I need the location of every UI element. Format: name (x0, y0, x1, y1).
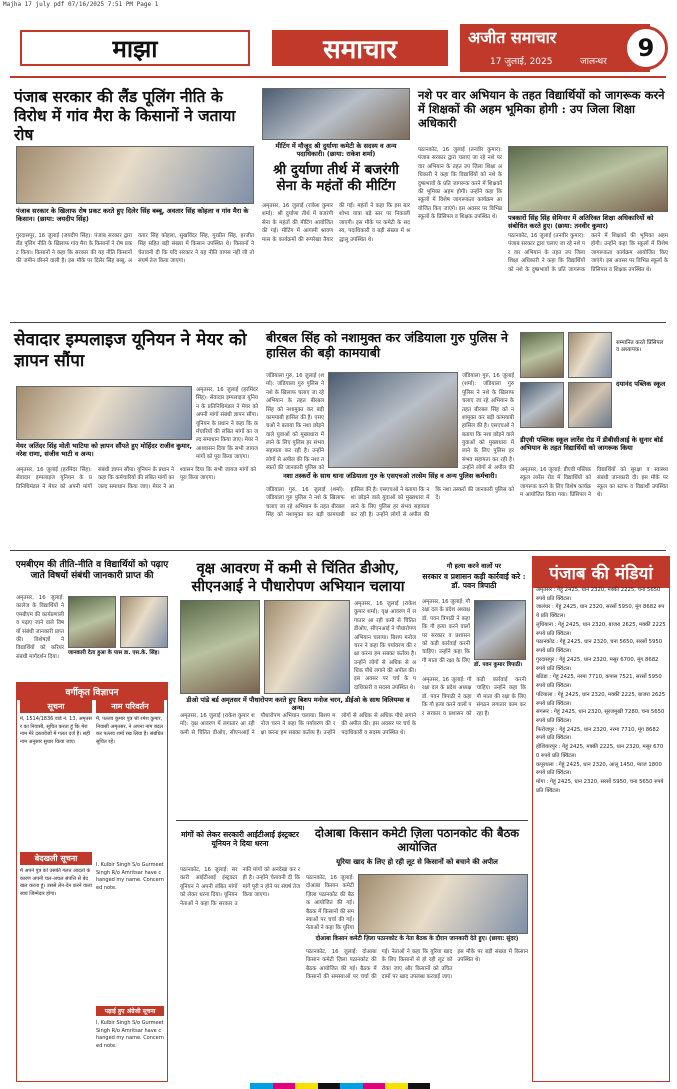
story-5-body-col2: जंडियाला गुरु, 16 जुलाई (शर्मा): जंडियाला गुरु पुलिस ने नशे के खिलाफ चलाए जा रहे अभियान के तहत बीरबल सिंह को नशामुक्त कर बड़ी कामयाबी हासिल की है। एसएचओ ने बताया कि नशा छोड़ने वाले युवाओं को मुख्यधारा में लाने के लिए पुलिस हर संभव सहायता कर रही है। उन्होंने लोगों से अपील की (462, 373, 514, 472)
story-3-body-col2: पठानकोट, 16 जुलाई (तनवीर कुमार): पंजाब सरकार द्वारा चलाए जा रहे नशे पर वार अभियान के तहत उप जिला शिक्षा अधिकारी ने कहा कि विद्यार्थियों को नशे के दुष्प्रभावों के प्रति जागरूक करने में शिक्षकों की भूमिका अहम होगी। उन्होंने कहा कि स्कूलों में विशेष जागरूकता कार्यक्रम आयोजित किए जाएंगे। इस अवसर पर विभिन्न स्कूलों के प्रिंसिपल व शिक्षक उपस्थित थे। (508, 233, 668, 273)
mandi-row: अमृतसर : गेहूं 2425, धान 2320, मक्की 2225, चना 5650 रुपये प्रति क्विंटल। (536, 587, 661, 602)
story-11-body-col2: पठानकोट, 16 जुलाई: दोआबा किसान कमेटी ज़िला पठानकोट की बैठक आयोजित की गई। बैठक में किसानों की समस्याओं पर चर्चा की गई। नेताओं ने कहा कि यूरिया खाद के लिए किसानों से हो रही लूट को रोका जाए और किसानों को उचित दामों पर खाद उपलब्ध करवाई जाए। इस मौके पर बड़ी संख्या में किसान उपस्थित थे। (306, 949, 528, 981)
ad-1-text: में, 1514/1836 वार्ड नं. 13, अमृतसर का निवासी, सूचित करता हूं कि मेरा नाम मेरे दस्तावेजों में गलत दर्ज है। सही नाम अनुसार सुधार किया जाए। (20, 716, 92, 745)
classifieds-title: वर्गीकृत विज्ञापन (17, 683, 167, 700)
registration-colorbar (250, 1083, 430, 1089)
mandi-row: पठानकोट : गेहूं 2425, धान 2320, चना 5650, सरसों 5950 रुपये प्रति क्विंटल। (536, 639, 663, 655)
story-3-photo (508, 146, 668, 212)
story-2-caption: मीटिंग में मौजूद श्री दुर्याणा कमेटी के सदस्य व अन्य पदाधिकारी। (छाया: राकेश शर्मा) (275, 142, 397, 159)
masthead-rule (10, 76, 666, 78)
mandi-row: फिरोजपुर : गेहूं 2425, धान 2320, नरमा 7710, मूंग 8682 रुपये प्रति क्विंटल। (536, 726, 660, 742)
story-4-caption: मेयर जतिंदर सिंह मोती भाटिया को ज्ञापन सौंपते हुए मोहिंदर राजीव कुमार, नरेश राणा, संजीव भाटी व अन्य। (16, 442, 192, 459)
story-5-caption: नशा तस्करों के साथ थाना जंडियाला गुरु के एसएचओ तरसेम सिंह व अन्य पुलिस कर्मचारी। (283, 472, 497, 480)
story-9-photo (474, 600, 526, 660)
story-9-caption: डॉ. पवन कुमार त्रिपाठी। (474, 662, 523, 668)
story-9-body-col2: अमृतसर, 16 जुलाई: गौ रक्षा दल के प्रदेश अध्यक्ष डॉ. पवन त्रिपाठी ने कहा कि गौ हत्या करने वालों पर सरकार व प्रशासन को कड़ी कार्रवाई करनी चाहिए। उन्होंने कहा कि गौ माता की रक्षा के लिए संगठन लगातार काम कर रहा है। (422, 677, 526, 717)
story-3-caption: पत्रकारों सिंह सिंह सेमिनार में अतिरिक्त शिक्षा अधिकारियों को संबोधित करते हुए। (छाया: तनवीर कुमार) (508, 214, 654, 231)
mandi-row: लुधियाना : गेहूं 2425, धान 2320, बाजरा 2625, मक्की 2225 रुपये प्रति क्विंटल। (536, 621, 666, 637)
story-1-caption: पंजाब सरकार के खिलाफ रोष प्रकट करते हुए दिलेर सिंह बब्बू, अवतार सिंह कोहला व गांव मैरा के किसान। (छाया: जयदीप सिंह) (16, 207, 249, 224)
story-4-photo (16, 386, 192, 440)
story-5-photo (328, 372, 458, 468)
masthead-paper-block (460, 24, 650, 72)
mandi-row: बठिंडा : गेहूं 2425, नरमा 7710, कपास 7521, सरसों 5950 रुपये प्रति क्विंटल। (536, 674, 662, 690)
story-7-headline: एमबीएम की तीति-नीति व विद्यार्थियों को पढ़ाए जाते विषयों संबंधी जानकारी प्राप्त की (15, 560, 169, 581)
ad-1-head: सूचना (20, 700, 92, 713)
story-8-body-col1: अमृतसर, 16 जुलाई (राकेश कुमार शर्मा): वृक्ष आवरण में लगातार आ रही कमी से चिंतित डीओए, सीएनआई ने पौधारोपण अभियान चलाया। बिशप मनोज चरन ने कहा कि पर्यावरण की रक्षा करना हम सबका कर्तव्य है। उन्होंने लोगों से अधिक से अधिक पौधे लगाने की अपील की। इस अवसर पर चर्च के पदाधिकारी व सदस्य उपस्थित थे। (354, 601, 416, 691)
mandi-list (536, 586, 666, 1078)
story-8-caption: डीओ पांडे बर्ड अमृतसर में पौधारोपण करते हुए बिशप मनोज चरन, डीईओ के साथ विलियम्स व अन्य। (186, 696, 410, 713)
story-11-photo (358, 874, 528, 934)
section-rule-3 (176, 820, 528, 821)
ad-2-head: नाम परिवर्तन (96, 700, 164, 713)
story-7-photo-2 (120, 596, 168, 648)
story-8-photo-1 (180, 600, 260, 694)
story-6-kicker: दयानंद पब्लिक स्कूल (616, 380, 666, 388)
story-5-headline: बीरबल सिंह को नशामुक्त कर जंडियाला गुरु पुलिस ने हासिल की बड़ी कामयाबी (266, 330, 508, 361)
story-7-body-col1: अमृतसर, 16 जुलाई: कालेज के विद्यार्थियों ने एमबीएम की कार्यप्रणाली व पढ़ाए जाने वाले विषयों संबंधी जानकारी प्राप्त की। विशेषज्ञों ने विद्यार्थियों को करियर संबंधी मार्गदर्शन दिया। (16, 595, 64, 660)
mandi-row: गुरदासपुर : गेहूं 2425, धान 2320, मसूर 6700, मूंग 8682 रुपये प्रति क्विंटल। (536, 656, 659, 672)
mandi-row: होशियारपुर : गेहूं 2425, मक्की 2225, धान 2320, मसूर 6700 रुपये प्रति क्विंटल। (536, 744, 664, 759)
masthead-logo-left: माझा (20, 30, 250, 66)
story-1-photo (16, 146, 254, 204)
story-7-photo-1 (68, 596, 116, 648)
print-line: Majha 17 july pdf 07/16/2025 7:51 PM Page 1 (3, 1, 159, 8)
ad-3-head: बेदखली सूचना (20, 852, 92, 865)
story-6-photo-3 (520, 382, 564, 428)
story-2-headline: श्री दुर्याणा तीर्थ में बजरंगी सेना के महंतों की मीटिंग (273, 162, 399, 195)
story-7-caption: जानकारी देता हुआ के पास डा. एस.के. सिंह। (68, 650, 160, 656)
ad-2-text: मैं, पल्लव कुमार पुत्र श्री रमेश कुमार, निवासी अमृतसर, ने अपना नाम बदल कर पल्लव शर्मा रख लिया है। संबंधित सूचित रहें। (96, 716, 164, 745)
story-3-body-col1: पठानकोट, 16 जुलाई (तनवीर कुमार): पंजाब सरकार द्वारा चलाए जा रहे नशे पर वार अभियान के तहत उप जिला शिक्षा अधिकारी ने कहा कि विद्यार्थियों को नशे के दुष्प्रभावों के प्रति जागरूक करने में शिक्षकों की भूमिका अहम होगी। उन्होंने कहा कि स्कूलों में विशेष जागरूकता कार्यक्रम आयोजित किए जाएंगे। इस अवसर पर विभिन्न स्कूलों के प्रिंसिपल व शिक्षक उपस्थित थे। (418, 147, 502, 220)
masthead (6, 16, 672, 72)
section-rule-2 (10, 550, 666, 551)
story-8-photo-2 (264, 600, 350, 694)
mandi-title: पंजाब की मंडियां (533, 557, 669, 588)
page-number: 9 (624, 26, 668, 70)
ad-3-text: मैं अपने पुत्र को उसकी गलत आदतों के कारण अपनी चल-अचल संपत्ति से बेदखल करता हूं। उससे लेन-देन करने वाला स्वयं जिम्मेदार होगा। (20, 868, 92, 897)
mandi-row: पटियाला : गेहूं 2425, धान 2320, मक्की 2225, बाजरा 2625 रुपये प्रति क्विंटल। (536, 691, 666, 707)
story-3-headline: नशे पर वार अभियान के तहत विद्यार्थियों को जागरूक करने में शिक्षकों की अहम भूमिका होगी : उप जिला शिक्षा अधिकारी (418, 88, 665, 131)
story-4-body-col1: अमृतसर, 16 जुलाई (हरमिंदर सिंह): सेवादार इम्पलाइज यूनियन के प्रतिनिधिमंडल ने मेयर को अपनी मांगों संबंधी ज्ञापन सौंपा। यूनियन के प्रधान ने कहा कि कर्मचारियों की लंबित मांगों का जल्द समाधान किया जाए। मेयर ने आश्वासन दिया कि सभी जायज मांगों को पूरा किया जाएगा। (196, 387, 258, 460)
story-9-headline: सरकार व प्रशासन कड़ी कार्रवाई करे : डॉ. पवन त्रिपाठी (422, 572, 526, 591)
story-9-kicker: गौ हत्या करने वालों पर (446, 562, 502, 570)
story-11-headline: दोआबा किसान कमेटी ज़िला पठानकोट की बैठक आयोजित (314, 826, 520, 855)
paper-name: अजीत समाचार (468, 28, 557, 47)
masthead-logo-right: समाचार (272, 30, 448, 66)
story-11-subhead: यूरिया खाद के लिए हो रही लूट से किसानों को बचाने की अपील (336, 857, 498, 866)
story-11-caption: दोआबा किसान कमेटी ज़िला पठानकोट के नेता बैठक के दौरान जानकारी देते हुए। (छाया: सुंदर) (315, 936, 519, 942)
story-1-body: गुरदासपुर, 16 जुलाई (जयदीप सिंह): पंजाब सरकार द्वारा लैंड पूलिंग नीति के खिलाफ गांव मैरा के किसानों ने रोष प्रकट किया। किसानों ने कहा कि सरकार की यह नीति किसानों की जमीन छीनने वाली है। इस मौके पर दिलेर सिंह बब्बू, अवतार सिंह कोहला, सुखविंदर सिंह, गुरप्रीत सिंह, हरजीत सिंह सहित बड़ी संख्या में किसान उपस्थित थे। किसानों ने चेतावनी दी कि यदि सरकार ने यह नीति वापस नहीं ली तो संघर्ष तेज किया जाएगा। (16, 233, 254, 265)
issue-city: जालन्धर (580, 57, 607, 67)
story-6-photo-4 (568, 382, 612, 428)
section-rule-1 (10, 322, 666, 323)
story-11-body-col1: पठानकोट, 16 जुलाई: दोआबा किसान कमेटी ज़िला पठानकोट की बैठक आयोजित की गई। बैठक में किसानों की समस्याओं पर चर्चा की गई। नेताओं ने कहा कि यूरिया (306, 875, 354, 932)
story-10-headline: मांगों को लेकर सरकारी आईटीआई इंस्ट्रक्टर यूनियन ने दिया धरना (181, 830, 299, 849)
story-8-body-col2: अमृतसर, 16 जुलाई (राकेश कुमार शर्मा): वृक्ष आवरण में लगातार आ रही कमी से चिंतित डीओए, सीएनआई ने पौधारोपण अभियान चलाया। बिशप मनोज चरन ने कहा कि पर्यावरण की रक्षा करना हम सबका कर्तव्य है। उन्होंने लोगों से अधिक से अधिक पौधे लगाने की अपील की। इस अवसर पर चर्च के पदाधिकारी व सदस्य उपस्थित थे। (180, 713, 416, 736)
mandi-row: कपूरथला : गेहूं 2425, धान 2320, आलू 1450, प्याज 1800 रुपये प्रति क्विंटल। (536, 761, 662, 777)
issue-date: 17 जुलाई, 2025 (490, 57, 553, 67)
ad-4-head: पढ़ाई हुए अंग्रेजी सूचना (96, 1006, 164, 1016)
story-2-photo (262, 88, 410, 140)
story-6-photo-2 (568, 332, 612, 378)
mandi-row: संगरूर : गेहूं 2425, धान 2320, सूरजमुखी 7280, चना 5650 रुपये प्रति क्विंटल। (536, 709, 665, 725)
story-6-headline: डीएवी पब्लिक स्कूल लारेंस रोड में डीबीसीआई के सुनार बोर्ड अभियान के तहत विद्यार्थियों को जागरूक किया (520, 436, 663, 453)
story-2-body: अमृतसर, 16 जुलाई (राकेश कुमार शर्मा): श्री दुर्याणा तीर्थ में बजरंगी सेना के महंतों की मीटिंग आयोजित की गई। मीटिंग में आगामी श्रावण मास के कार्यक्रमों की रूपरेखा तैयार की गई। महंतों ने कहा कि इस बार शोभा यात्रा बड़े स्तर पर निकाली जाएगी। इस मौके पर कमेटी के सदस्य, पदाधिकारी व बड़ी संख्या में श्रद्धालु उपस्थित थे। (262, 203, 410, 243)
mandi-row: जालंधर : गेहूं 2425, धान 2320, सरसों 5950, मूंग 8682 रुपये प्रति क्विंटल। (536, 604, 665, 620)
ad-4-text: I, Kulbir Singh S/o Gurmeet Singh R/o Amritsar have changed my name. Concerned note. (96, 1020, 164, 1049)
story-4-body-col2: अमृतसर, 16 जुलाई (हरमिंदर सिंह): सेवादार इम्पलाइज यूनियन के प्रतिनिधिमंडल ने मेयर को अपनी मांगों संबंधी ज्ञापन सौंपा। यूनियन के प्रधान ने कहा कि कर्मचारियों की लंबित मांगों का जल्द समाधान किया जाए। मेयर ने आश्वासन दिया कि सभी जायज मांगों को पूरा किया जाएगा। (16, 467, 256, 490)
mandi-row: मोगा : गेहूं 2425, धान 2320, सरसों 5950, चना 5650 रुपये प्रति क्विंटल। (536, 779, 664, 794)
ad-2b-text: I, Kulbir Singh S/o Gurmeet Singh R/o Amritsar have changed my name. Concerned note. (96, 862, 164, 891)
story-10-body: पठानकोट, 16 जुलाई: सरकारी आईटीआई इंस्ट्रक्टर यूनियन ने अपनी लंबित मांगों को लेकर धरना दिया। यूनियन नेताओं ने कहा कि सरकार उनकी मांगों को अनदेखा कर रही है। उन्होंने चेतावनी दी कि मांगें पूरी न होने पर संघर्ष तेज किया जाएगा। (180, 867, 300, 907)
story-8-headline: वृक्ष आवरण में कमी से चिंतित डीओए, सीएनआई ने पौधारोपण अभियान चलाया (191, 560, 405, 595)
story-6-side-caption: सम्मानित करते प्रिंसिपल व अध्यापक। (616, 340, 664, 354)
story-5-body-col1: जंडियाला गुरु, 16 जुलाई (शर्मा): जंडियाला गुरु पुलिस ने नशे के खिलाफ चलाए जा रहे अभियान के तहत बीरबल सिंह को नशामुक्त कर बड़ी कामयाबी हासिल की है। एसएचओ ने बताया कि नशा छोड़ने वाले युवाओं को मुख्यधारा में लाने के लिए पुलिस हर संभव सहायता कर रही है। उन्होंने लोगों से अपील की कि नशा तस्करों की जानकारी पुलिस को (266, 373, 324, 472)
story-9-body-col1: अमृतसर, 16 जुलाई: गौ रक्षा दल के प्रदेश अध्यक्ष डॉ. पवन त्रिपाठी ने कहा कि गौ हत्या करने वालों पर सरकार व प्रशासन को कड़ी कार्रवाई करनी चाहिए। उन्होंने कहा कि गौ माता की रक्षा के लिए (422, 599, 470, 664)
story-1-headline: पंजाब सरकार की लैंड पूलिंग नीति के विरोध में गांव मैरा के किसानों ने जताया रोष (14, 87, 236, 144)
story-4-headline: सेवादार इम्पलाइज यूनियन ने मेयर को ज्ञापन सौंपा (14, 330, 247, 371)
story-6-body: अमृतसर, 16 जुलाई: डीएवी पब्लिक स्कूल लारेंस रोड में विद्यार्थियों को जागरूक करने के लिए विशेष कार्यक्रम आयोजित किया गया। प्रिंसिपल ने विद्यार्थियों को सुरक्षा व स्वास्थ्य संबंधी जानकारी दी। इस मौके पर स्कूल का स्टाफ व विद्यार्थी उपस्थित थे। (520, 467, 668, 499)
story-5-body-col3: जंडियाला गुरु, 16 जुलाई (शर्मा): जंडियाला गुरु पुलिस ने नशे के खिलाफ चलाए जा रहे अभियान के तहत बीरबल सिंह को नशामुक्त कर बड़ी कामयाबी हासिल की है। एसएचओ ने बताया कि नशा छोड़ने वाले युवाओं को मुख्यधारा में लाने के लिए पुलिस हर संभव सहायता कर रही है। उन्होंने लोगों से अपील की कि नशा तस्करों की जानकारी पुलिस को दें। (266, 487, 514, 519)
story-6-photo-1 (520, 332, 564, 378)
